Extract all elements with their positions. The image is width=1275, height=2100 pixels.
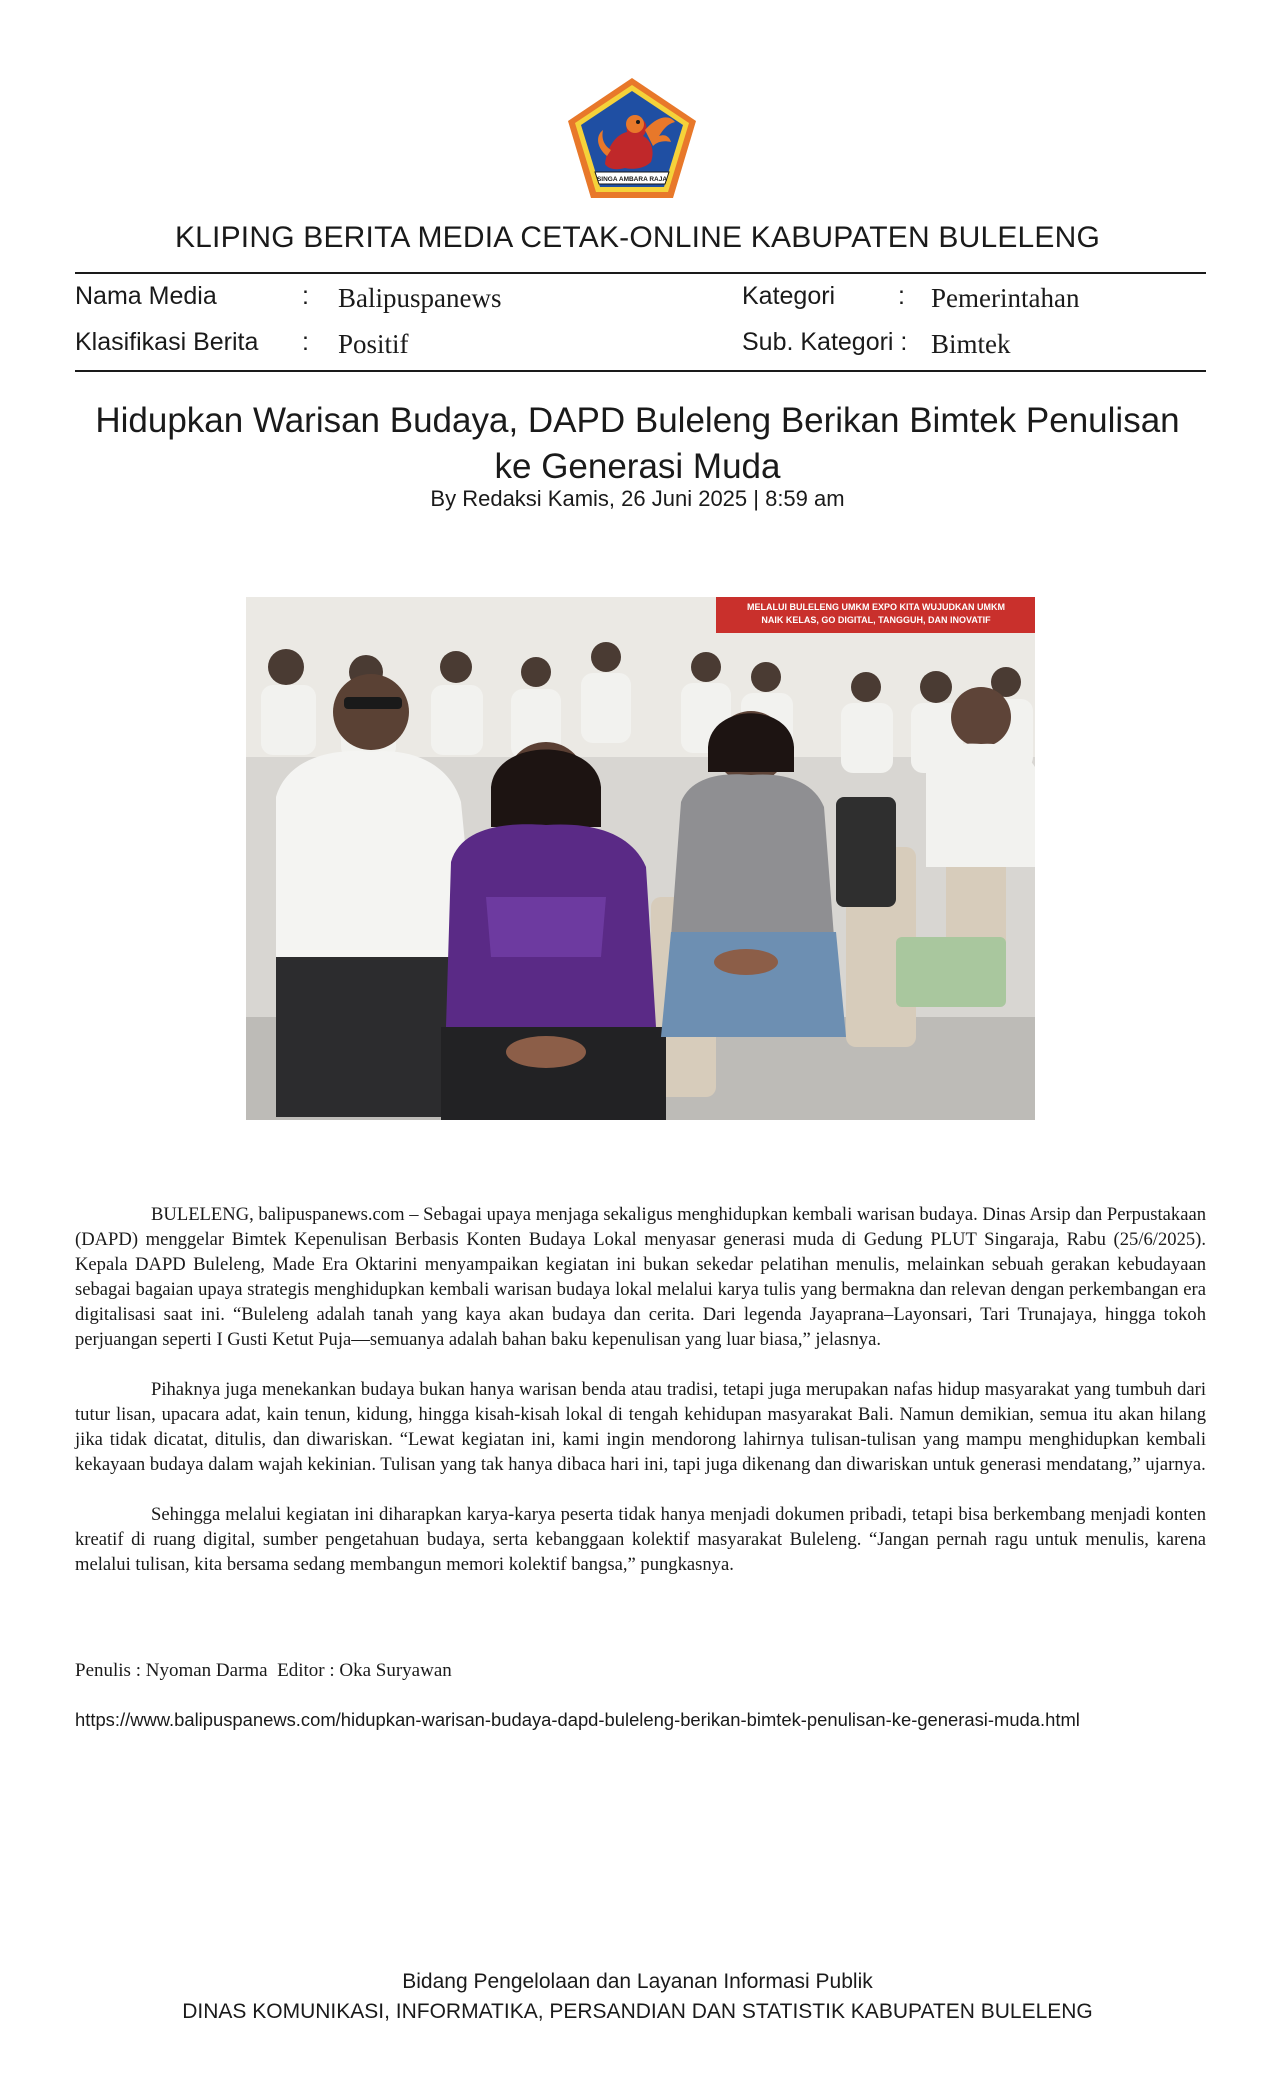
article-credits: Penulis : Nyoman Darma Editor : Oka Suryawan xyxy=(75,1660,452,1681)
klasifikasi-berita-value: Positif xyxy=(338,329,409,359)
sub-kategori-label: Sub. Kategori : xyxy=(742,328,908,356)
emblem-graphic xyxy=(565,76,699,201)
footer-agency: DINAS KOMUNIKASI, INFORMATIKA, PERSANDIAN DAN STATISTIK KABUPATEN BULELENG xyxy=(182,2000,1093,2023)
nama-media-value: Balipuspanews xyxy=(338,283,502,313)
klasifikasi-berita-colon: : xyxy=(302,328,309,356)
emblem-caption: SINGA AMBARA RAJA xyxy=(596,176,668,183)
clipping-header-title: KLIPING BERITA MEDIA CETAK-ONLINE KABUPATEN BULELENG xyxy=(174,221,1101,254)
article-paragraph-1: BULELENG, balipuspanews.com – Sebagai upaya menjaga sekaligus menghidupkan kembali warisan budaya. Dinas Arsip dan Perpustakaan (DAPD) menggelar Bimtek Kepenulisan Berbasis Konten Budaya Lokal menyasar generasi muda di Gedung PLUT Singaraja, Rabu (25/6/2025). Kepala DAPD Buleleng, Made Era Oktarini menyampaikan kegiatan ini bukan sekedar pelatihan menulis, melainkan sebuah gerakan kebudayaan sebagai bagaian upaya strategis menghidupkan kembali warisan budaya lokal melalui karya tulis yang bermakna dan relevan dengan perkembangan era digitalisasi saat ini. “Buleleng adalah tanah yang kaya akan budaya dan cerita. Dari legenda Jayaprana–Layonsari, Tari Trunajaya, hingga tokoh perjuangan seperti I Gusti Ketut Puja—semuanya adalah bahan baku kepenulisan yang luar biasa,” jelasnya. xyxy=(75,1204,1206,1350)
footer-division: Bidang Pengelolaan dan Layanan Informasi Publik xyxy=(402,1970,873,1993)
event-photo-illustration xyxy=(246,597,1035,1120)
article-source-link[interactable]: https://www.balipuspanews.com/hidupkan-warisan-budaya-dapd-buleleng-berikan-bimtek-penulisan-ke-generasi-muda.html xyxy=(75,1709,1080,1730)
banner-text-line-2: NAIK KELAS, GO DIGITAL, TANGGUH, DAN INOVATIF xyxy=(761,615,991,625)
article-paragraph-2: Pihaknya juga menekankan budaya bukan hanya warisan benda atau tradisi, tetapi juga merupakan nafas hidup masyarakat yang tumbuh dari tutur lisan, upacara adat, kain tenun, kidung, hingga kisah-kisah lokal di tengah kehidupan masyarakat Bali. Namun demikian, semua itu akan hilang jika tidak dicatat, ditulis, dan diwariskan. “Lewat kegiatan ini, kami ingin mendorong lahirnya tulisan-tulisan yang mampu menghidupkan kembali kekayaan budaya dalam wajah kekinian. Tulisan yang tak hanya dibaca hari ini, tapi juga dikenang dan diwariskan untuk generasi mendatang,” ujarnya. xyxy=(75,1379,1206,1475)
klasifikasi-berita-label: Klasifikasi Berita xyxy=(75,328,259,356)
sub-kategori-value: Bimtek xyxy=(931,329,1011,359)
kategori-value: Pemerintahan xyxy=(931,283,1080,313)
nama-media-label: Nama Media xyxy=(75,282,217,310)
kategori-colon: : xyxy=(898,282,905,310)
headline-line-2: ke Generasi Muda xyxy=(494,447,781,486)
article-headline xyxy=(60,398,1215,490)
article-byline: By Redaksi Kamis, 26 Juni 2025 | 8:59 am xyxy=(430,486,845,511)
headline-line-1: Hidupkan Warisan Budaya, DAPD Buleleng Berikan Bimtek Penulisan xyxy=(95,401,1180,440)
article-photo xyxy=(246,597,1035,1120)
nama-media-colon: : xyxy=(302,282,309,310)
kategori-label: Kategori xyxy=(742,282,836,310)
header-divider-top xyxy=(75,272,1206,274)
article-paragraph-3: Sehingga melalui kegiatan ini diharapkan karya-karya peserta tidak hanya menjadi dokumen pribadi, tetapi bisa berkembang menjadi konten kreatif di ruang digital, sumber pengetahuan budaya, serta kebanggaan kolektif masyarakat Buleleng. “Jangan pernah ragu untuk menulis, karena melalui tulisan, kita bersama sedang membangun memori kolektif bangsa,” pungkasnya. xyxy=(75,1504,1206,1575)
header-divider-bottom xyxy=(75,370,1206,372)
buleleng-emblem-logo xyxy=(565,76,699,201)
banner-text-line-1: MELALUI BULELENG UMKM EXPO KITA WUJUDKAN UMKM xyxy=(747,602,1005,612)
article-body xyxy=(75,1202,1206,1602)
